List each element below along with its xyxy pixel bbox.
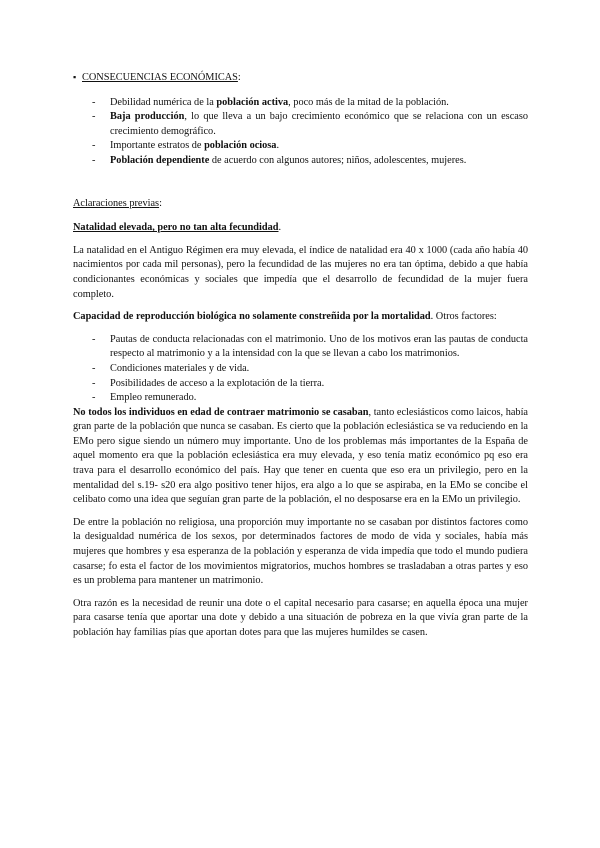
- list-item: - Debilidad numérica de la población activa, poco más de la mitad de la población.: [92, 96, 449, 108]
- list-item: - Pautas de conducta relacionadas con el matrimonio. Uno de los motivos eran las pautas de conducta respecto al matrimonio y a la intensidad con la que se llevan a cabo los matrimonios.: [92, 333, 528, 360]
- paragraph-dote: Otra razón es la necesidad de reunir una dote o el capital necesario para casarse; en aquella época una mujer para casarse tenía que aportar una dote y debido a una situación de pobreza en la que vivía gran parte de la población hay familias pías que aportan dotes para que las mujeres humildes se casen.: [73, 597, 528, 638]
- list-item: - Baja producción, lo que lleva a un bajo crecimiento económico que se relaciona con un escaso crecimiento demográfico.: [92, 111, 528, 137]
- factores-list: [73, 333, 528, 406]
- subheading-natalidad: Natalidad elevada, pero no tan alta fecundidad.: [73, 222, 282, 234]
- square-bullet-icon: ▪: [73, 72, 77, 82]
- list-item: - Importante estratos de población ociosa.: [92, 140, 280, 152]
- section-heading-aclaraciones: Aclaraciones previas:: [73, 197, 162, 209]
- paragraph-matrimonio: No todos los individuos en edad de contraer matrimonio se casaban, tanto eclesiásticos como laicos, había gran parte de la población que nunca se casaban. Es cierto que la población eclesiástica se va reduciendo en la EMo pero sigue siendo un número muy importante. Uno de los problemas más importantes de la España de aquel momento era que la población eclesiástica era muy elevada, y eso tenía matiz económico pq eso era trava para el desarrollo económico del país. Hay que tener en cuenta que eso era un privilegio, pero en la mentalidad del s.19- s20 era algo positivo tener hijos, era algo a lo que se aspiraba, en la EMo se concibe el celibato como una idea que seguían gran parte de la población, el no desposarse era en la EMo un privilegio.: [73, 406, 529, 506]
- list-item: - Población dependiente de acuerdo con algunos autores; niños, adolescentes, mujeres.: [92, 154, 467, 166]
- list-item: - Posibilidades de acceso a la explotación de la tierra.: [92, 377, 325, 389]
- paragraph-capacidad: Capacidad de reproducción biológica no solamente constreñida por la mortalidad. Otros factores:: [73, 311, 497, 323]
- heading-consecuencias-title: CONSECUENCIAS ECONÓMICAS: [82, 72, 238, 83]
- section-heading-consecuencias: [73, 70, 528, 86]
- paragraph-no-religiosa: De entre la población no religiosa, una proporción muy importante no se casaban por distintos factores como la desigualdad numérica de los sexos, por determinados factores de modo de vida y sociales, había más mujeres que hombres y esa esperanza de la población y esperanza de vida impedía que todo el mundo pudiera casarse; fo esta el factor de los movimientos migratorios, muchos hombres se trasladaban a otras partes y eso es un problema para mantener un matrimonio.: [73, 516, 528, 587]
- paragraph-natalidad: La natalidad en el Antiguo Régimen era muy elevada, el índice de natalidad era 40 x 1000 (cada año había 40 nacimientos por cada mil personas), pero la fecundidad de las mujeres no era tan óptima, debido a que había condicionantes económicas y sociales que impedía que el desarrollo de fecundidad de la mujer fuera completo.: [73, 244, 528, 300]
- list-item: - Empleo remunerado.: [92, 392, 197, 404]
- list-item: - Condiciones materiales y de vida.: [92, 362, 250, 374]
- document-page: [73, 70, 528, 649]
- consecuencias-list: [73, 96, 528, 169]
- heading-colon: :: [237, 72, 241, 83]
